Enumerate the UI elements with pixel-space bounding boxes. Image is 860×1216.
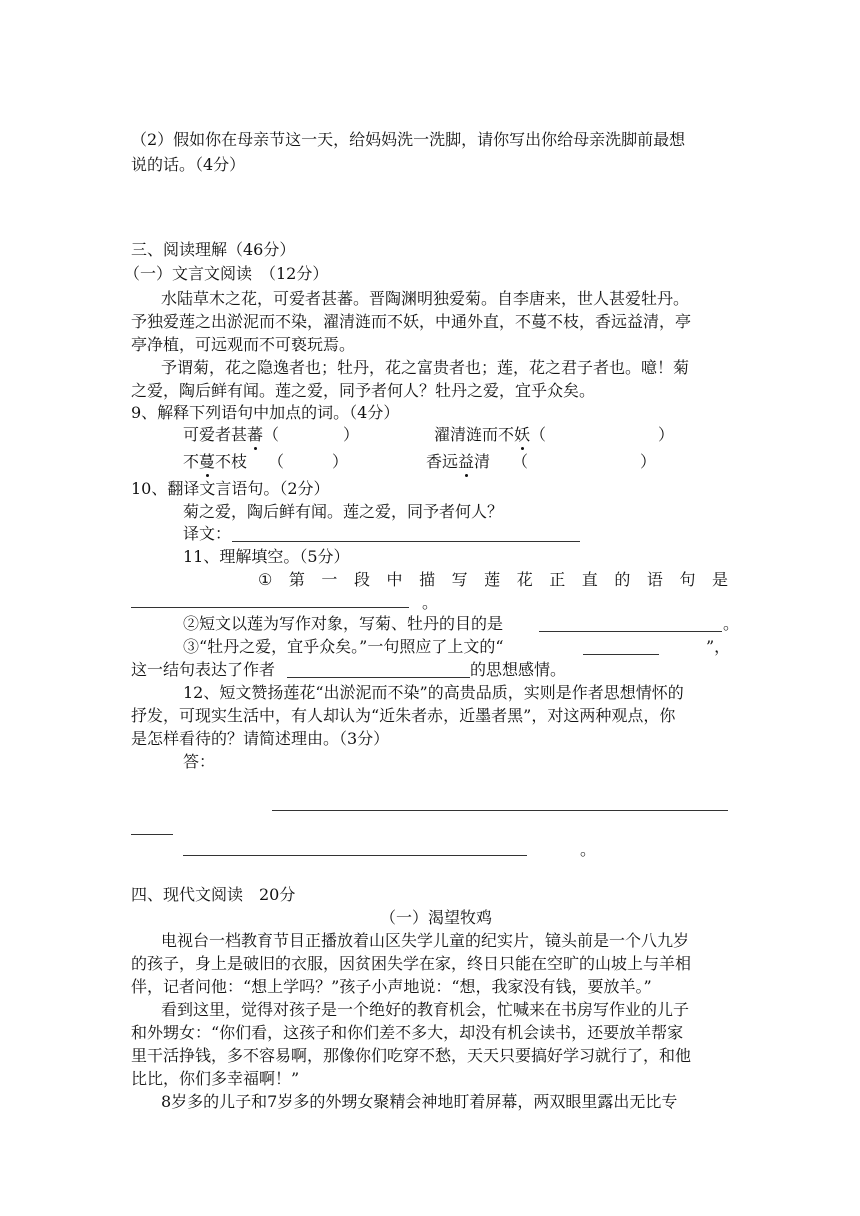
classical-text-line-1: 水陆草木之花，可爱者甚蕃。晋陶渊明独爱菊。自李唐来，世人甚爱牡丹。 xyxy=(161,289,690,308)
q12-answer-line-1[interactable] xyxy=(272,810,728,811)
q11-i1-char: 段 xyxy=(353,570,370,589)
q9-a-prefix: 可爱者甚 xyxy=(183,425,248,444)
q11-i1-char: ① xyxy=(258,570,273,589)
q12-line-2: 抒发，可现实生活中，有人却认为“近朱者赤，近墨者黑”，对这两种观点，你 xyxy=(131,706,676,725)
q11-i1-char: 直 xyxy=(581,570,598,589)
q9-d-prefix: 香远 xyxy=(426,452,459,471)
q10-title: 10、翻译文言语句。（2分） xyxy=(131,479,330,498)
story-p2-line-1: 看到这里，觉得对孩子是一个绝好的教育机会，忙喊来在书房写作业的儿子 xyxy=(161,1000,690,1019)
q11-i1-char: 莲 xyxy=(484,570,501,589)
q11-item-3c: 这一结句表达了作者 xyxy=(131,660,276,679)
q9-b-prefix: 濯清涟而不 xyxy=(434,425,515,444)
q9-title: 9、解释下列语句中加点的词。（4分） xyxy=(131,403,400,422)
q11-i1-char: 一 xyxy=(321,570,338,589)
q11-i2-blank[interactable] xyxy=(539,631,722,632)
q10-translation-line[interactable] xyxy=(232,541,580,542)
q9-c-dotted-word: 蔓 xyxy=(199,452,216,471)
q11-i1-char: 中 xyxy=(386,570,403,589)
q11-i1-char: 正 xyxy=(549,570,566,589)
story-p3-line-1: 8岁多的儿子和7岁多的外甥女聚精会神地盯着屏幕，两双眼里露出无比专 xyxy=(161,1092,678,1111)
q11-i1-blank[interactable] xyxy=(131,607,409,608)
q11-i1-char: 描 xyxy=(419,570,436,589)
q9-a-blank[interactable]: （ ） xyxy=(263,425,360,444)
q11-i1-char: 语 xyxy=(646,570,663,589)
q9-a-dotted-word: 蕃 xyxy=(247,425,264,444)
q11-i3-blank-1[interactable] xyxy=(583,654,659,655)
q11-i1-char: 的 xyxy=(614,570,631,589)
q9-c-suffix: 不枝 xyxy=(215,452,248,471)
q9-b-blank[interactable]: （ ） xyxy=(530,425,675,444)
q12-line-1: 12、短文赞扬莲花“出淤泥而不染”的高贵品质，实则是作者思想情怀的 xyxy=(183,683,684,702)
q9-item-c xyxy=(183,452,247,472)
q11-item-3b: ”， xyxy=(706,637,731,656)
q12-answer-end: 。 xyxy=(580,840,597,859)
q9-d-blank[interactable]: （ ） xyxy=(512,452,657,471)
q11-i1-char: 句 xyxy=(679,570,696,589)
q9-d-suffix: 清 xyxy=(474,452,491,471)
q12-answer-label: 答： xyxy=(183,752,216,771)
section-4-title: 四、现代文阅读 20分 xyxy=(131,885,296,904)
q2-line-1: （2）假如你在母亲节这一天，给妈妈洗一洗脚，请你写出你给母亲洗脚前最想 xyxy=(131,130,686,149)
q9-item-d xyxy=(426,452,490,472)
q11-title: 11、理解填空。（5分） xyxy=(183,547,350,566)
classical-text-line-4: 予谓菊，花之隐逸者也；牡丹，花之富贵者也；莲，花之君子者也。噫！菊 xyxy=(161,358,690,377)
q12-answer-line-1-wrap[interactable] xyxy=(131,834,173,835)
q9-c-blank[interactable]: （ ） xyxy=(268,452,349,471)
q9-b-dotted-word: 妖 xyxy=(514,425,531,444)
story-p2-line-4: 比比，你们多幸福啊！” xyxy=(131,1069,300,1088)
q11-i2-end: 。 xyxy=(723,614,740,633)
q11-item-2: ②短文以莲为写作对象，写菊、牡丹的目的是 xyxy=(183,614,504,633)
q12-line-3: 是怎样看待的？请简述理由。（3分） xyxy=(131,729,390,748)
q11-item-3d: 的思想感情。 xyxy=(470,660,567,679)
q11-i1-char: 花 xyxy=(516,570,533,589)
classical-text-line-3: 亭净植，可远观而不可亵玩焉。 xyxy=(131,335,356,354)
classical-text-line-2: 予独爱莲之出淤泥而不染，濯清涟而不妖，中通外直，不蔓不枝，香远益清，亭 xyxy=(131,312,692,331)
story-title: （一）渴望牧鸡 xyxy=(380,908,493,927)
q11-i1-end: 。 xyxy=(422,593,439,612)
story-p1-line-2: 的孩子，身上是破旧的衣服，因贫困失学在家，终日只能在空旷的山坡上与羊相 xyxy=(131,954,692,973)
story-p2-line-2: 和外甥女：“你们看，这孩子和你们差不多大，却没有机会读书，还要放羊帮家 xyxy=(131,1023,684,1042)
q2-line-2: 说的话。（4分） xyxy=(131,155,246,174)
q11-i1-char: 第 xyxy=(288,570,305,589)
q9-d-dotted-word: 益 xyxy=(458,452,475,471)
q10-sentence: 菊之爱，陶后鲜有闻。莲之爱，同予者何人？ xyxy=(183,502,504,521)
q12-answer-line-2[interactable] xyxy=(183,855,527,856)
q11-item-3a: ③“牡丹之爱，宜乎众矣。”一句照应了上文的“ xyxy=(183,637,504,656)
q9-item-b xyxy=(434,425,674,445)
q9-c-prefix: 不 xyxy=(183,452,200,471)
story-p1-line-1: 电视台一档教育节目正播放着山区失学儿童的纪实片，镜头前是一个八九岁 xyxy=(161,931,690,950)
story-p2-line-3: 里干活挣钱，多不容易啊，那像你们吃穿不愁，天天只要搞好学习就行了，和他 xyxy=(131,1046,692,1065)
q11-i3-blank-2[interactable] xyxy=(287,677,470,678)
story-p1-line-3: 伴，记者问他：“想上学吗？”孩子小声地说：“想，我家没有钱，要放羊。” xyxy=(131,977,652,996)
q11-i1-char: 是 xyxy=(711,570,728,589)
q10-translation-label: 译文： xyxy=(183,524,232,543)
q9-item-a xyxy=(183,425,359,445)
classical-text-line-5: 之爱，陶后鲜有闻。莲之爱，同予者何人？牡丹之爱，宜乎众矣。 xyxy=(131,381,596,400)
subsection-1-title: （一）文言文阅读 （12分） xyxy=(124,264,329,283)
q11-item-1 xyxy=(258,570,728,590)
q11-i1-char: 写 xyxy=(451,570,468,589)
section-3-title: 三、阅读理解（46分） xyxy=(131,240,296,259)
